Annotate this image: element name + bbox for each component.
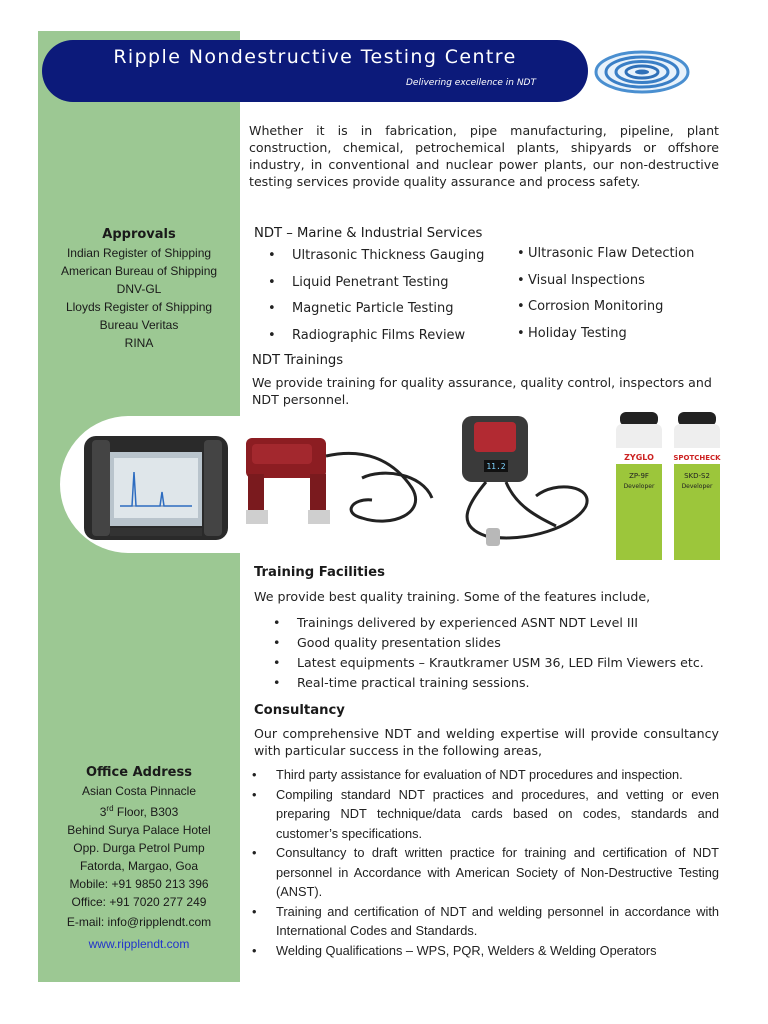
svg-text:11.2: 11.2 [486,462,506,471]
approval-item: DNV-GL [116,282,162,296]
ripple-logo-icon [594,50,690,94]
list-item: • Welding Qualifications – WPS, PQR, Welders & Welding Operators [276,941,719,961]
list-item: • Compiling standard NDT practices and procedures, and vetting or even preparing NDT technique/data cards based on codes, standards and customer’s specifications. [276,785,719,844]
list-item: • Training and certification of NDT and welding personnel in accordance with International Codes and Standards. [276,902,719,941]
services-right-list [517,241,694,347]
tagline: Delivering excellence in NDT [406,78,536,88]
list-item: • Consultancy to draft written practice for training and certification of NDT personnel in Accordance with American Society of Non-Destructive Testing (ANST). [276,843,719,902]
floor-rest: Floor, B303 [113,805,179,819]
address-line: Opp. Durga Petrol Pump [73,841,205,855]
approval-item: Indian Register of Shipping [66,246,212,260]
floor-number: 3 [99,805,107,819]
facilities-text: We provide best quality training. Some of the features include, [254,589,651,604]
approval-item: RINA [124,336,154,350]
office-phone: Office: +91 7020 277 249 [71,895,207,909]
svg-text:Developer: Developer [623,483,655,490]
list-item: • Third party assistance for evaluation of NDT procedures and inspection. [276,765,719,785]
consultancy-text: Our comprehensive NDT and welding expertise will provide consultancy with particular success in the following areas, [254,726,719,758]
yoke-image [242,418,440,544]
facilities-list [297,613,704,693]
svg-text:SPOTCHECK: SPOTCHECK [673,454,721,462]
list-item: • Ultrasonic Flaw Detection [517,241,694,268]
approval-item: Lloyds Register of Shipping [65,300,213,314]
developer-cans-image [612,410,732,562]
office-address-block [38,764,240,953]
list-item: • Real-time practical training sessions. [297,673,704,693]
svg-text:ZYGLO: ZYGLO [624,453,654,462]
mobile-number: Mobile: +91 9850 213 396 [69,877,209,891]
address-line: Fatorda, Margao, Goa [79,859,199,873]
office-heading: Office Address [86,765,192,780]
email-address[interactable]: E-mail: info@ripplendt.com [66,915,212,929]
svg-text:ZP-9F: ZP-9F [629,472,649,480]
thickness-gauge-image [446,416,596,548]
address-line: Asian Costa Pinnacle [81,784,197,798]
services-heading-text: NDT – Marine & Industrial Services [254,226,483,241]
consultancy-list [276,765,719,960]
consultancy-heading: Consultancy [254,703,345,718]
approvals-block [38,226,240,352]
trainings-text: We provide training for quality assurance, quality control, inspectors and NDT personnel. [252,375,712,407]
svg-text:SKD-S2: SKD-S2 [684,472,710,480]
floor-suffix: rd [106,804,114,813]
trainings-heading: NDT Trainings [252,353,344,368]
list-item: • Good quality presentation slides [297,633,704,653]
approval-item: American Bureau of Shipping [60,264,218,278]
page-title: Ripple Nondestructive Testing Centre [113,46,517,68]
list-item: • Ultrasonic Thickness Gauging [292,243,484,270]
intro-paragraph: Whether it is in fabrication, pipe manufacturing, pipeline, plant construction, chemical, petrochemical plants, shipyards or offshore industry, in conventional and nuclear power plants, our non-destructive testing services provide quality assurance and process safety. [249,123,719,189]
list-item: • Holiday Testing [517,321,694,348]
address-line: Behind Surya Palace Hotel [67,823,211,837]
flaw-detector-image [80,432,232,544]
approvals-heading: Approvals [102,227,176,242]
list-item: • Radiographic Films Review [292,323,484,350]
list-item: • Corrosion Monitoring [517,294,694,321]
header-banner [42,40,588,102]
list-item: • Visual Inspections [517,268,694,295]
facilities-heading: Training Facilities [254,565,385,580]
list-item: • Latest equipments – Krautkramer USM 36, LED Film Viewers etc. [297,653,704,673]
svg-text:Developer: Developer [681,483,713,490]
website-link[interactable]: www.ripplendt.com [88,937,190,951]
services-heading [254,226,482,241]
address-line [38,800,240,821]
list-item: • Liquid Penetrant Testing [292,270,484,297]
list-item: • Magnetic Particle Testing [292,296,484,323]
approval-item: Bureau Veritas [99,318,179,332]
list-item: • Trainings delivered by experienced ASNT NDT Level III [297,613,704,633]
services-left-list [292,243,484,349]
